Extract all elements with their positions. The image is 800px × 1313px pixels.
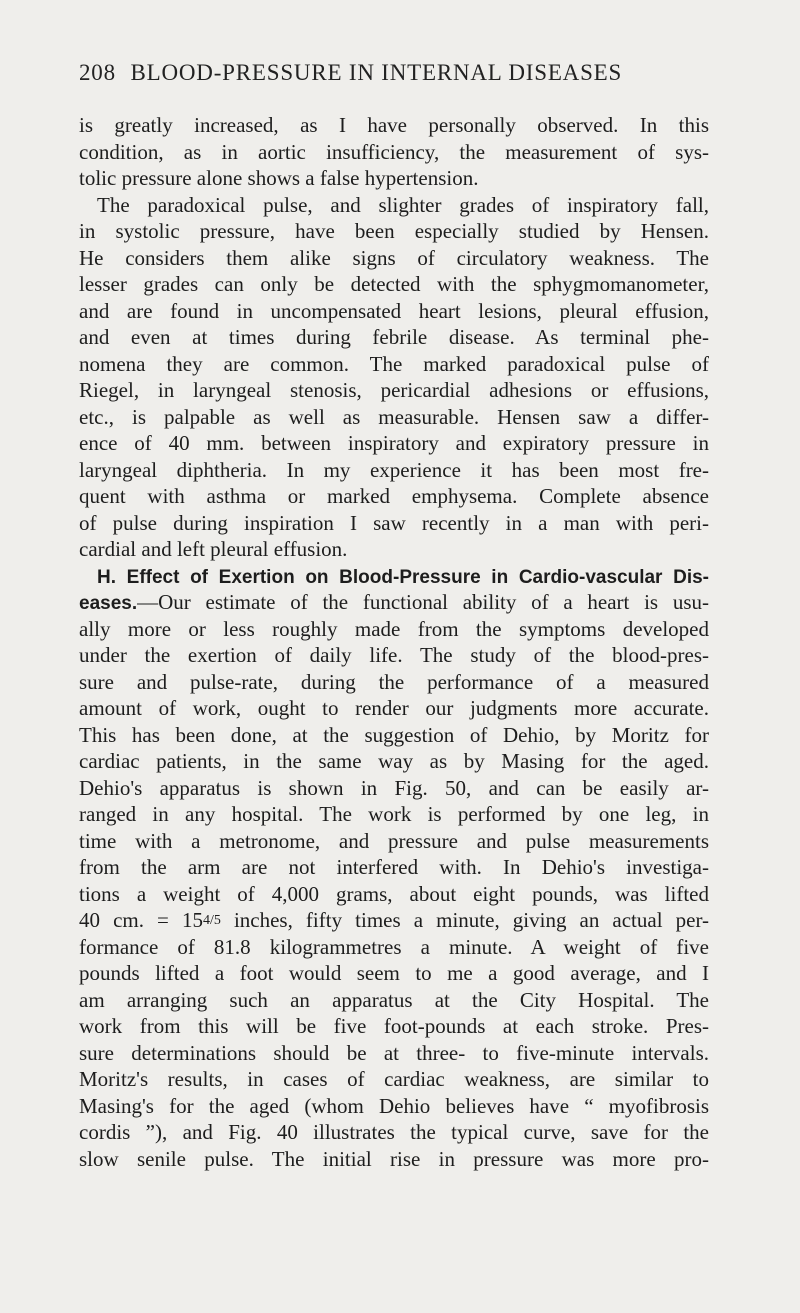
text-line bbox=[79, 510, 709, 537]
line-text: cardial and left pleural effusion. bbox=[79, 537, 348, 561]
text-line bbox=[79, 1119, 709, 1146]
line-text: of pulse during inspiration I saw recently in a man with peri- bbox=[79, 510, 709, 535]
text-line bbox=[79, 722, 709, 749]
line-text: cardiac patients, in the same way as by Masing for the aged. bbox=[79, 749, 709, 773]
text-line bbox=[79, 960, 709, 987]
running-head bbox=[79, 60, 719, 86]
line-text: He considers them alike signs of circulatory weakness. The bbox=[79, 245, 709, 270]
text-line bbox=[79, 218, 709, 245]
text-line bbox=[79, 987, 709, 1014]
text-line bbox=[79, 934, 709, 961]
line-text: amount of work, ought to render our judgments more accurate. bbox=[79, 696, 709, 720]
text-line bbox=[79, 351, 709, 378]
line-text: am arranging such an apparatus at the City Hospital. The bbox=[79, 987, 709, 1012]
section-heading: H. Effect of Exertion on Blood-Pressure in Cardio-vascular Dis- bbox=[97, 566, 709, 588]
text-line bbox=[79, 1093, 709, 1120]
section-heading: eases. bbox=[79, 593, 138, 614]
line-text: tions a weight of 4,000 grams, about eight pounds, was lifted bbox=[79, 881, 709, 906]
text-line bbox=[79, 165, 709, 192]
text-line bbox=[79, 245, 709, 272]
line-text: Moritz's results, in cases of cardiac weakness, are similar to bbox=[79, 1067, 709, 1091]
line-text: from the arm are not interfered with. In Dehio's investiga- bbox=[79, 855, 709, 879]
text-line bbox=[79, 828, 709, 855]
line-text: work from this will be five foot-pounds at each stroke. Pres- bbox=[79, 1014, 709, 1038]
line-text: 40 cm. = 15 bbox=[79, 908, 203, 932]
line-text: laryngeal diphtheria. In my experience it has been most fre- bbox=[79, 457, 709, 482]
line-text: —Our estimate of the functional ability of a heart is usu- bbox=[137, 590, 709, 614]
line-text-rest: inches, fifty times a minute, giving an actual per- bbox=[220, 908, 710, 932]
line-text: Dehio's apparatus is shown in Fig. 50, and can be easily ar- bbox=[79, 775, 709, 800]
line-text: tolic pressure alone shows a false hypertension. bbox=[79, 166, 479, 190]
line-text: lesser grades can only be detected with the sphygmomanometer, bbox=[79, 272, 709, 296]
text-line bbox=[79, 669, 709, 696]
line-text: ranged in any hospital. The work is performed by one leg, in bbox=[79, 802, 709, 826]
text-line bbox=[79, 112, 709, 139]
line-text: Riegel, in laryngeal stenosis, pericardial adhesions or effusions, bbox=[79, 378, 709, 402]
text-line bbox=[79, 324, 709, 351]
line-text: sure determinations should be at three- to five-minute intervals. bbox=[79, 1040, 709, 1065]
text-line bbox=[79, 404, 709, 431]
fraction: 4/5 bbox=[202, 913, 221, 928]
line-text: quent with asthma or marked emphysema. Complete absence bbox=[79, 484, 709, 508]
line-text: cordis ”), and Fig. 40 illustrates the typical curve, save for the bbox=[79, 1120, 709, 1144]
line-text: etc., is palpable as well as measurable. Hensen saw a differ- bbox=[79, 404, 709, 429]
line-text: sure and pulse-rate, during the performance of a measured bbox=[79, 669, 709, 694]
text-line bbox=[79, 1013, 709, 1040]
text-line bbox=[79, 695, 709, 722]
line-text: condition, as in aortic insufficiency, the measurement of sys- bbox=[79, 139, 709, 164]
text-line bbox=[79, 881, 709, 908]
text-line bbox=[79, 139, 709, 166]
line-text: pounds lifted a foot would seem to me a good average, and I bbox=[79, 961, 709, 985]
text-line bbox=[79, 775, 709, 802]
text-line bbox=[79, 483, 709, 510]
line-text: ally more or less roughly made from the symptoms developed bbox=[79, 616, 709, 641]
line-text: formance of 81.8 kilogrammetres a minute. A weight of five bbox=[79, 934, 709, 959]
line-text: slow senile pulse. The initial rise in pressure was more pro- bbox=[79, 1146, 709, 1171]
text-line bbox=[79, 192, 709, 219]
line-text: This has been done, at the suggestion of Dehio, by Moritz for bbox=[79, 722, 709, 747]
text-line bbox=[79, 801, 709, 828]
text-line bbox=[79, 589, 709, 616]
page-number: 208 bbox=[79, 60, 116, 85]
line-text: The paradoxical pulse, and slighter grades of inspiratory fall, bbox=[97, 192, 709, 217]
line-text: and are found in uncompensated heart lesions, pleural effusion, bbox=[79, 298, 709, 323]
line-text: is greatly increased, as I have personally observed. In this bbox=[79, 113, 709, 137]
text-line bbox=[79, 854, 709, 881]
text-line bbox=[79, 1040, 709, 1067]
text-line bbox=[79, 298, 709, 325]
text-line bbox=[79, 907, 709, 934]
line-text: Masing's for the aged (whom Dehio believes have “ myofibrosis bbox=[79, 1093, 709, 1118]
text-line bbox=[79, 1146, 709, 1173]
text-line bbox=[79, 536, 709, 563]
line-text: in systolic pressure, have been especially studied by Hensen. bbox=[79, 219, 709, 243]
text-line bbox=[79, 563, 709, 590]
body-text bbox=[79, 112, 709, 1172]
text-line bbox=[79, 457, 709, 484]
running-title: BLOOD-PRESSURE IN INTERNAL DISEASES bbox=[130, 60, 623, 85]
text-line bbox=[79, 642, 709, 669]
line-text: ence of 40 mm. between inspiratory and expiratory pressure in bbox=[79, 431, 709, 455]
line-text: time with a metronome, and pressure and pulse measurements bbox=[79, 828, 709, 853]
text-line bbox=[79, 271, 709, 298]
text-line bbox=[79, 377, 709, 404]
line-text: under the exertion of daily life. The study of the blood-pres- bbox=[79, 643, 709, 667]
line-text: and even at times during febrile disease. As terminal phe- bbox=[79, 325, 709, 349]
text-line bbox=[79, 616, 709, 643]
text-line bbox=[79, 1066, 709, 1093]
line-text: nomena they are common. The marked paradoxical pulse of bbox=[79, 351, 709, 376]
text-line bbox=[79, 748, 709, 775]
text-line bbox=[79, 430, 709, 457]
